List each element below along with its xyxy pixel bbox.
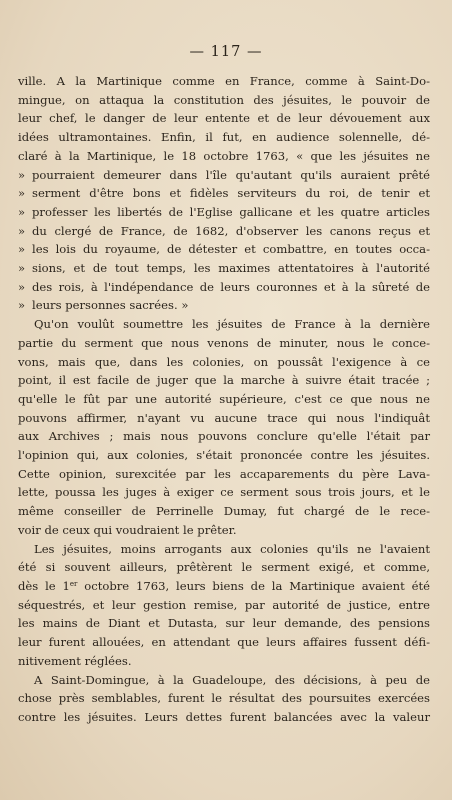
quote-mark: » <box>18 298 26 313</box>
text-line: contre les jésuites. Leurs dettes furent balancées avec la valeur <box>18 709 430 724</box>
quote-mark: » <box>18 242 26 257</box>
text-line: point, il est facile de juger que la marche à suivre était tracée ; <box>18 373 430 388</box>
text-line: pouvons affirmer, n'ayant vu aucune trace qui nous l'indiquât <box>18 410 430 425</box>
text-line: séquestrés, et leur gestion remise, par autorité de justice, entre <box>18 597 430 612</box>
text-line: voir de ceux qui voudraient le prêter. <box>18 522 237 537</box>
text-line: partie du serment que nous venons de minuter, nous le conce- <box>18 335 430 350</box>
text-line: » serment d'être bons et fidèles serviteurs du roi, de tenir et <box>18 184 430 203</box>
quote-mark: » <box>18 261 26 276</box>
text-line: lette, poussa les juges à exiger ce serment sous trois jours, et le <box>18 485 430 500</box>
quote-mark: » <box>18 279 26 294</box>
text-line: claré à la Martinique, le 18 octobre 1763, « que les jésuites ne <box>18 148 430 163</box>
text-line: » professer les libertés de l'Eglise gallicane et les quatre articles <box>18 203 430 222</box>
text-line: Cette opinion, surexcitée par les accaparements du père Lava- <box>18 466 430 481</box>
text-line: » des rois, à l'indépendance de leurs couronnes et à la sûreté de <box>18 278 430 297</box>
text-line: même conseiller de Perrinelle Dumay, fut chargé de le rece- <box>18 504 430 519</box>
quote-mark: » <box>18 204 26 219</box>
text-line: aux Archives ; mais nous pouvons conclure qu'elle l'était par <box>18 429 430 444</box>
text-line: idées ultramontaines. Enfin, il fut, en audience solennelle, dé- <box>18 130 430 145</box>
text-line: les mains de Diant et Dutasta, sur leur demande, des pensions <box>18 616 430 631</box>
text-line: leur chef, le danger de leur entente et de leur dévouement aux <box>18 111 430 126</box>
text-line: » leurs personnes sacrées. » <box>18 296 430 315</box>
page-number: — 117 — <box>189 44 263 60</box>
text-line: Qu'on voulût soumettre les jésuites de France à la dernière <box>34 317 430 332</box>
text-line: qu'elle le fût par une autorité supérieure, c'est ce que nous ne <box>18 391 430 406</box>
text-line: ville. A la Martinique comme en France, comme à Saint-Do- <box>18 74 430 88</box>
text-line: mingue, on attaqua la constitution des jésuites, le pouvoir de <box>18 92 430 107</box>
text-line: » pourraient demeurer dans l'île qu'autant qu'ils auraient prêté <box>18 166 430 185</box>
text-line: chose près semblables, furent le résultat des poursuites exercées <box>18 691 430 706</box>
body-text <box>18 72 430 727</box>
text-line: » du clergé de France, de 1682, d'observer les canons reçus et <box>18 222 430 241</box>
quote-mark: » <box>18 223 26 238</box>
text-line: nitivement réglées. <box>18 653 132 668</box>
text-line: » sions, et de tout temps, les maximes attentatoires à l'autorité <box>18 259 430 278</box>
text-line: leur furent allouées, en attendant que leurs affaires fussent défi- <box>18 635 430 650</box>
text-line: » les lois du royaume, de détester et combattre, en toutes occa- <box>18 240 430 259</box>
text-line: dès le 1er octobre 1763, leurs biens de la Martinique avaient été <box>18 578 430 593</box>
text-line: Les jésuites, moins arrogants aux colonies qu'ils ne l'avaient <box>34 541 430 556</box>
text-line: l'opinion qui, aux colonies, s'était prononcée contre les jésuites. <box>18 448 430 463</box>
text-line: été si souvent ailleurs, prêtèrent le serment exigé, et comme, <box>18 560 430 575</box>
quote-mark: » <box>18 167 26 182</box>
quote-mark: » <box>18 186 26 201</box>
text-line: A Saint-Domingue, à la Guadeloupe, des décisions, à peu de <box>34 672 430 687</box>
text-line: vons, mais que, dans les colonies, on poussât l'exigence à ce <box>18 354 430 369</box>
